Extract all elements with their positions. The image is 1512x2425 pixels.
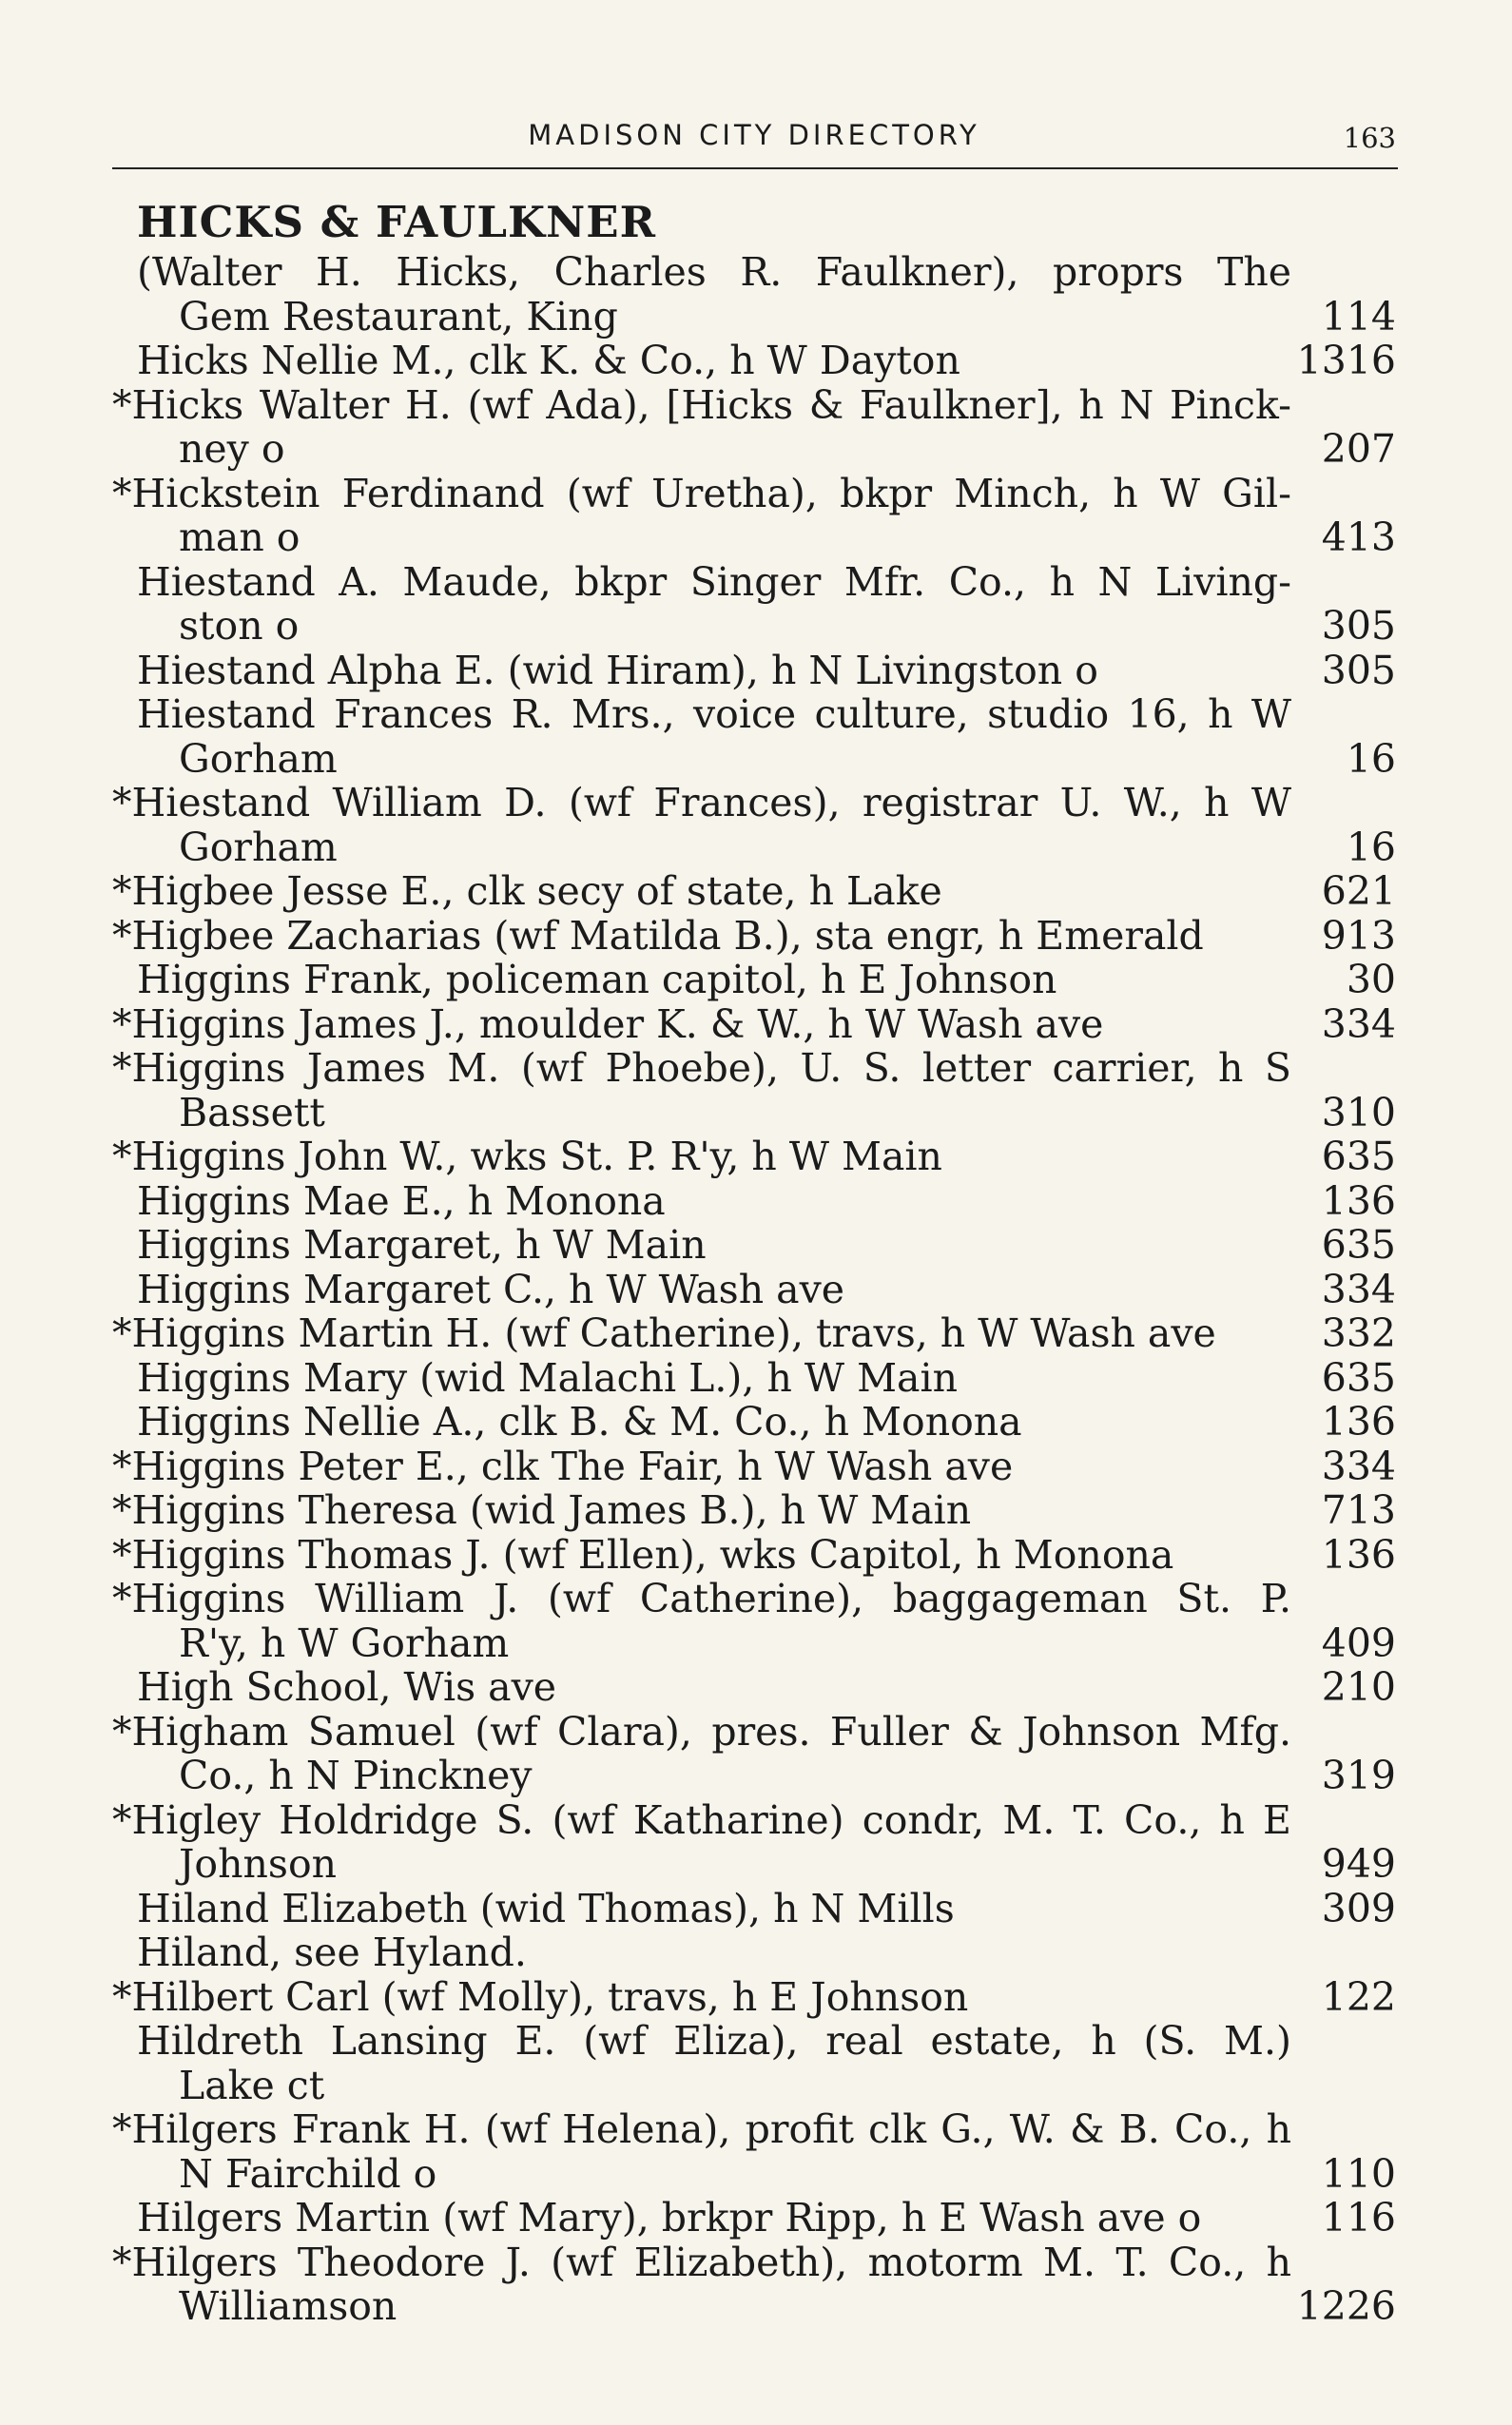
entry-text: *Higbee Jesse E., clk secy of state, h Lake [112,869,942,914]
entry-line [112,1135,1396,1179]
directory-entry [112,1975,1396,2020]
entry-line [112,472,1396,516]
directory-entry [112,1887,1396,1931]
entry-number: 210 [1321,1664,1396,1710]
directory-entry [112,2196,1396,2241]
entry-text: ston o [179,604,300,649]
entry-number: 309 [1321,1885,1396,1931]
entry-number: 332 [1321,1310,1396,1356]
entry-text: Hilgers Martin (wf Mary), brkpr Ripp, h E Wash ave o [137,2196,1202,2241]
entry-text: Williamson [179,2284,397,2329]
entry-line [112,1400,1396,1445]
directory-entry [112,1710,1396,1798]
entry-text: Gorham [179,736,338,781]
entry-text: *Higgins James M. (wf Phoebe), U. S. letter carrier, h S [112,1046,1291,1091]
business-heading: HICKS & FAULKNER [137,197,657,247]
entry-text: Hiestand Alpha E. (wid Hiram), h N Livingston o [137,648,1098,692]
entry-line [112,250,1396,295]
entry-number: 1316 [1296,338,1396,383]
entry-number: 305 [1321,603,1396,649]
directory-entry [112,1665,1396,1710]
directory-entry [112,914,1396,959]
entry-line [112,1445,1396,1489]
entry-text: *Higgins James J., moulder K. & W., h W Wash ave [112,1001,1104,1046]
directory-entry [112,1488,1396,1533]
entry-line [112,869,1396,914]
directory-entry [112,1311,1396,1356]
directory-entries [112,195,1396,2329]
entry-number: 116 [1321,2195,1396,2241]
entry-text: man o [179,515,300,560]
entry-number: 16 [1346,735,1396,782]
entry-line [112,1665,1396,1710]
entry-text: *Hilgers Theodore J. (wf Elizabeth), motorm M. T. Co., h [112,2240,1291,2284]
entry-number: 114 [1321,293,1396,340]
entry-text: *Higgins William J. (wf Catherine), baggageman St. P. [112,1577,1291,1621]
business-heading-details [112,250,1396,339]
directory-entry [112,869,1396,914]
entry-text: *Hilbert Carl (wf Molly), travs, h E Johnson [112,1974,969,2019]
entry-line [112,1091,1396,1135]
entry-number: 136 [1321,1531,1396,1578]
entry-number: 621 [1321,868,1396,914]
entry-text: Hiland Elizabeth (wid Thomas), h N Mills [137,1886,955,1930]
entry-line [112,1930,1396,1975]
entry-number: 949 [1321,1841,1396,1887]
directory-entry [112,339,1396,383]
entry-line [112,1268,1396,1312]
entry-line [112,1179,1396,1224]
entry-number: 334 [1321,1443,1396,1489]
directory-entry [112,692,1396,781]
entry-text: *Higgins Martin H. (wf Catherine), travs, h W Wash ave [112,1311,1216,1356]
directory-entry [112,1046,1396,1135]
running-title: MADISON CITY DIRECTORY [528,119,980,151]
entry-line [112,2152,1396,2197]
directory-entry [112,1223,1396,1268]
entry-line [112,1356,1396,1401]
entry-line [112,1046,1396,1091]
entry-line [112,958,1396,1002]
entry-number: 913 [1321,912,1396,959]
entry-line [112,1223,1396,1268]
entry-line [112,1002,1396,1047]
entry-line [112,2284,1396,2329]
directory-entry [112,1268,1396,1312]
entry-line [112,515,1396,560]
entry-number: 319 [1321,1753,1396,1798]
entry-text: Hiestand Frances R. Mrs., voice culture, studio 16, h W [137,692,1291,737]
entry-line [112,339,1396,383]
entry-line [112,295,1396,340]
entry-text: Johnson [179,1842,338,1887]
entry-number: 1226 [1296,2283,1396,2329]
header-rule [112,167,1398,169]
entry-text: Bassett [179,1090,325,1135]
entry-line [112,383,1396,428]
entry-number: 713 [1321,1487,1396,1533]
entry-number: 30 [1346,957,1396,1002]
entry-line [112,1710,1396,1755]
entry-text: R'y, h W Gorham [179,1620,510,1665]
entry-line [112,2064,1396,2108]
entry-line [112,2107,1396,2152]
entry-number: 207 [1321,426,1396,472]
entry-line [112,737,1396,782]
directory-entry [112,1798,1396,1887]
entry-text: Hicks Nellie M., clk K. & Co., h W Dayton [137,339,960,383]
entry-text: Gem Restaurant, King [179,294,618,339]
entry-text: Higgins Nellie A., clk B. & M. Co., h Monona [137,1400,1022,1445]
directory-entry [112,560,1396,649]
directory-entry [112,472,1396,560]
directory-entry [112,958,1396,1002]
entry-text: Lake ct [179,2063,325,2107]
entry-text: *Higgins Theresa (wid James B.), h W Main [112,1488,972,1533]
entry-text: N Fairchild o [179,2151,437,2196]
entry-line [112,692,1396,737]
entry-line [112,1754,1396,1798]
directory-entry [112,1445,1396,1489]
entry-text: Higgins Margaret, h W Main [137,1223,707,1268]
entry-text: *Higgins Thomas J. (wf Ellen), wks Capitol, h Monona [112,1532,1174,1577]
entry-line [112,604,1396,649]
entry-number: 16 [1346,824,1396,870]
page-header [112,114,1396,171]
entry-line [112,560,1396,605]
entry-line [112,781,1396,825]
entry-number: 334 [1321,1000,1396,1047]
entry-number: 136 [1321,1177,1396,1224]
entry-line [112,1577,1396,1621]
entry-text: ney o [179,427,285,472]
entry-number: 110 [1321,2150,1396,2197]
directory-entry [112,1179,1396,1224]
directory-entry [112,649,1396,693]
entry-text: High School, Wis ave [137,1665,557,1710]
entry-line [112,2019,1396,2064]
directory-entry [112,1400,1396,1445]
entry-number: 409 [1321,1620,1396,1666]
entry-text: Hildreth Lansing E. (wf Eliza), real estate, h (S. M.) [137,2019,1291,2064]
entry-line [112,2196,1396,2241]
directory-entry [112,2107,1396,2196]
entry-number: 305 [1321,647,1396,693]
entry-line [112,1798,1396,1843]
entry-text: *Higgins Peter E., clk The Fair, h W Wash ave [112,1444,1014,1488]
entry-line [112,1533,1396,1578]
entry-text: Co., h N Pinckney [179,1754,533,1798]
entry-text: Hiestand A. Maude, bkpr Singer Mfr. Co., h N Living- [137,559,1291,604]
entry-text: *Higbee Zacharias (wf Matilda B.), sta engr, h Emerald [112,913,1204,958]
entry-line [112,649,1396,693]
entry-text: *Hickstein Ferdinand (wf Uretha), bkpr Minch, h W Gil- [112,471,1291,515]
entry-text: Higgins Mary (wid Malachi L.), h W Main [137,1355,959,1400]
entry-text: *Hilgers Frank H. (wf Helena), profit clk G., W. & B. Co., h [112,2107,1291,2152]
entry-text: Higgins Frank, policeman capitol, h E Johnson [137,958,1057,1002]
entry-line [112,1488,1396,1533]
entry-line [112,2241,1396,2285]
entry-text: Gorham [179,824,338,869]
entry-line [112,427,1396,472]
entry-number: 413 [1321,514,1396,560]
entry-text: *Hiestand William D. (wf Frances), registrar U. W., h W [112,781,1291,825]
entry-line [112,914,1396,959]
entry-number: 635 [1321,1354,1396,1401]
entry-line [112,1887,1396,1931]
entry-line [112,825,1396,870]
entry-text: (Walter H. Hicks, Charles R. Faulkner), proprs The [137,250,1291,295]
entry-line [112,1975,1396,2020]
directory-entry [112,2019,1396,2107]
entry-number: 136 [1321,1399,1396,1445]
directory-entry [112,1002,1396,1047]
directory-entry [112,1135,1396,1179]
entry-number: 122 [1321,1973,1396,2020]
entry-number: 635 [1321,1222,1396,1268]
entry-text: *Hicks Walter H. (wf Ada), [Hicks & Faulkner], h N Pinck- [112,382,1291,427]
entry-text: *Higham Samuel (wf Clara), pres. Fuller & Johnson Mfg. [112,1709,1291,1754]
entry-text: *Higley Holdridge S. (wf Katharine) condr, M. T. Co., h E [112,1797,1291,1842]
entry-line [112,1842,1396,1887]
page-number: 163 [1343,122,1396,154]
entry-text: Higgins Mae E., h Monona [137,1178,666,1223]
entry-number: 334 [1321,1266,1396,1312]
entry-line [112,1621,1396,1666]
directory-entry [112,383,1396,472]
directory-entry [112,1356,1396,1401]
entry-text: Hiland, see Hyland. [137,1930,527,1975]
directory-entry [112,1577,1396,1665]
entry-number: 310 [1321,1089,1396,1135]
directory-entry [112,1930,1396,1975]
entry-number: 635 [1321,1134,1396,1179]
entry-line [112,1311,1396,1356]
entry-text: *Higgins John W., wks St. P. R'y, h W Main [112,1135,942,1179]
directory-entry [112,1533,1396,1578]
directory-entry [112,781,1396,869]
entry-text: Higgins Margaret C., h W Wash ave [137,1267,845,1311]
directory-entry [112,2241,1396,2329]
